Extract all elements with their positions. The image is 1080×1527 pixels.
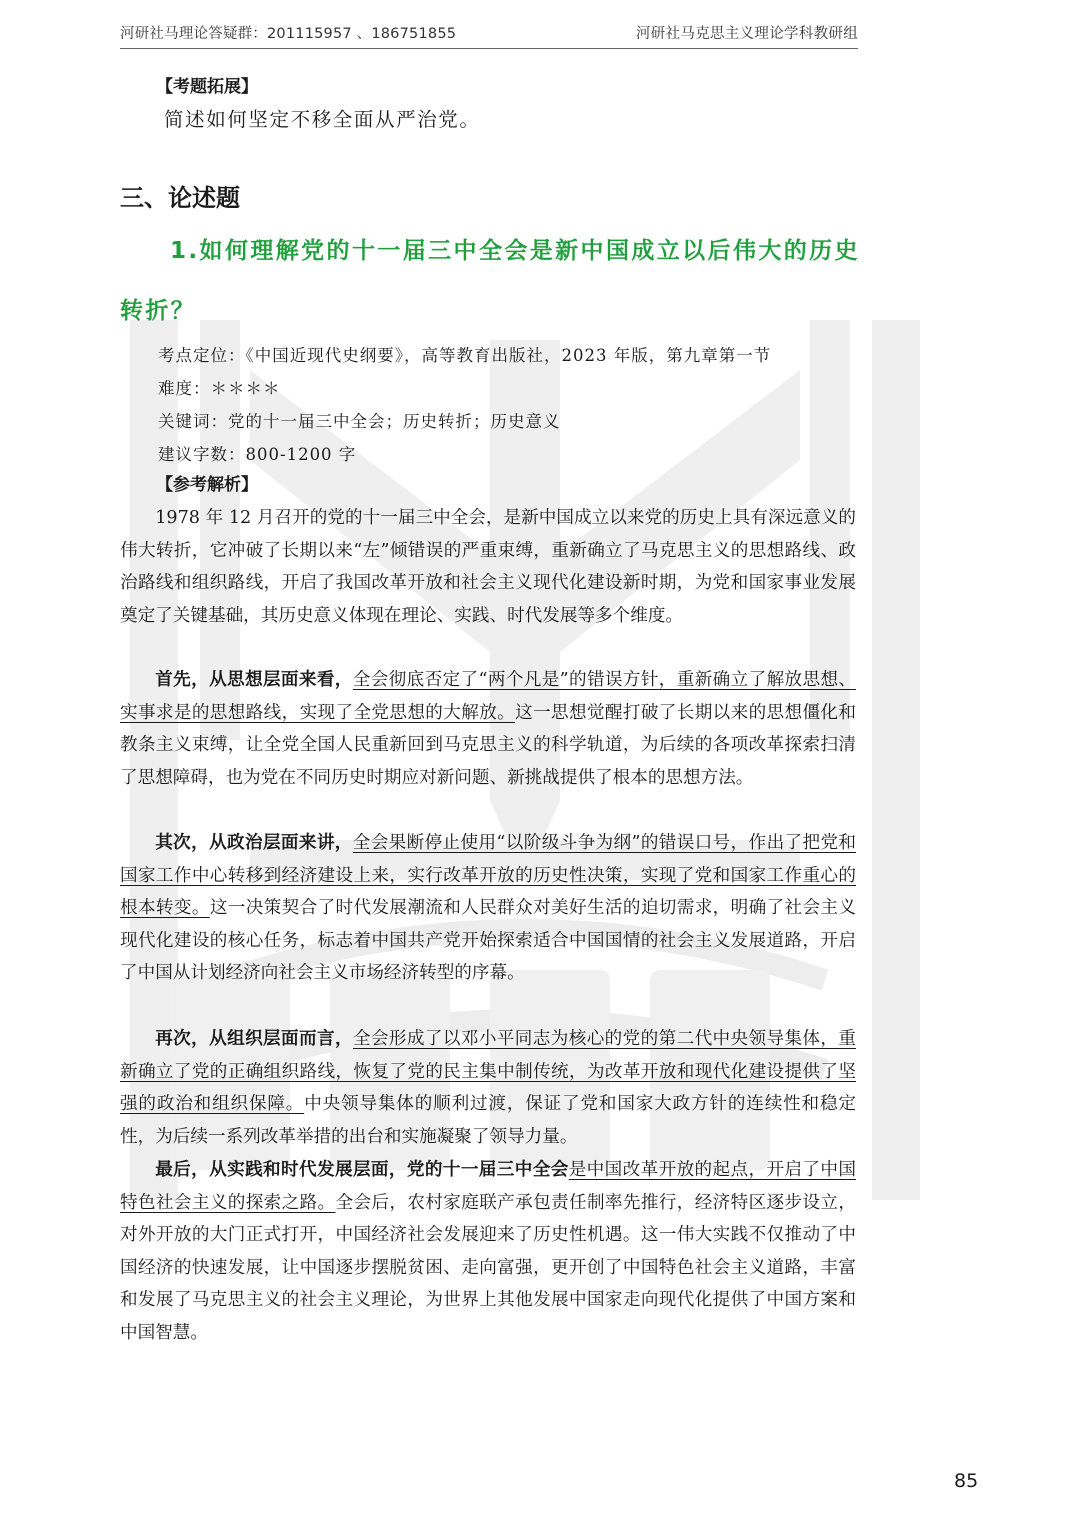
header-left-text: 河研社马理论答疑群：201115957 、186751855 <box>120 26 457 42</box>
header-right-text: 河研社马克思主义理论学科教研组 <box>636 26 858 42</box>
paragraph-lead: 首先，从思想层面来看， <box>155 670 353 690</box>
key-point-underline: 全会彻底否定了“两个凡是”的错误方针，重新确立了解放思想、实事求是的思想路线，实现了全党思想的大解放。 <box>120 670 856 723</box>
paragraph-organization <box>120 1023 856 1153</box>
paragraph-ideology <box>120 664 856 794</box>
paragraph-body: 全会后，农村家庭联产承包责任制率先推行，经济特区逐步设立，对外开放的大门正式打开，中国经济社会发展迎来了历史性机遇。这一伟大实践不仅推动了中国经济的快速发展，让中国逐步摆脱贫困、走向富强，更开创了中国特色社会主义道路，丰富和发展了马克思主义的社会主义理论，为世界上其他发展中国家走向现代化提供了中国方案和中国智慧。 <box>120 1192 856 1343</box>
paragraph-politics <box>120 827 856 990</box>
suggested-word-count: 建议字数：800-1200 字 <box>158 445 357 464</box>
analysis-label: 【参考解析】 <box>156 475 258 495</box>
key-point-underline: 是中国改革开放的起点，开启了中国特色社会主义的探索之路。 <box>120 1160 856 1213</box>
difficulty-rating: 难度：＊＊＊＊ <box>158 379 281 398</box>
extension-question: 简述如何坚定不移全面从严治党。 <box>164 108 481 131</box>
paragraph-body: 中央领导集体的顺利过渡，保证了党和国家大政方针的连续性和稳定性，为后续一系列改革举措的出台和实施凝聚了领导力量。 <box>120 1094 856 1147</box>
keywords: 关键词：党的十一届三中全会；历史转折；历史意义 <box>158 412 561 431</box>
paragraph-lead: 其次，从政治层面来讲， <box>155 833 353 853</box>
paragraph-lead: 最后，从实践和时代发展层面，党的十一届三中全会 <box>155 1160 569 1180</box>
intro-paragraph: 1978 年 12 月召开的党的十一届三中全会，是新中国成立以来党的历史上具有深远意义的伟大转折，它冲破了长期以来“左”倾错误的严重束缚，重新确立了马克思主义的思想路线、政治路线和组织路线，开启了我国改革开放和社会主义现代化建设新时期，为党和国家事业发展奠定了关键基础，其历史意义体现在理论、实践、时代发展等多个维度。 <box>120 508 856 626</box>
page-number: 85 <box>954 1470 979 1492</box>
question-title-line1: 1.如何理解党的十一届三中全会是新中国成立以后伟大的历史 <box>170 238 860 264</box>
paragraph-lead: 再次，从组织层面而言， <box>155 1029 353 1049</box>
paragraph-body: 这一决策契合了时代发展潮流和人民群众对美好生活的迫切需求，明确了社会主义现代化建设的核心任务，标志着中国共产党开始探索适合中国国情的社会主义发展道路，开启了中国从计划经济向社会主义市场经济转型的序幕。 <box>120 898 856 984</box>
section-title: 三、论述题 <box>120 184 240 212</box>
exam-point-location: 考点定位：《中国近现代史纲要》，高等教育出版社，2023 年版，第九章第一节 <box>158 346 772 365</box>
paragraph-practice <box>120 1154 856 1350</box>
key-point-underline: 全会果断停止使用“以阶级斗争为纲”的错误口号，作出了把党和国家工作中心转移到经济建设上来，实行改革开放的历史性决策，实现了党和国家工作重心的根本转变。 <box>120 833 856 919</box>
paragraph-body: 这一思想觉醒打破了长期以来的思想僵化和教条主义束缚，让全党全国人民重新回到马克思主义的科学轨道，为后续的各项改革探索扫清了思想障碍，也为党在不同历史时期应对新问题、新挑战提供了根本的思想方法。 <box>120 702 856 788</box>
extension-label: 【考题拓展】 <box>156 77 258 97</box>
key-point-underline: 全会形成了以邓小平同志为核心的党的第二代中央领导集体，重新确立了党的正确组织路线，恢复了党的民主集中制传统，为改革开放和现代化建设提供了坚强的政治和组织保障。 <box>120 1029 856 1115</box>
page-header <box>120 22 858 49</box>
question-title-line2: 转折？ <box>120 298 197 324</box>
